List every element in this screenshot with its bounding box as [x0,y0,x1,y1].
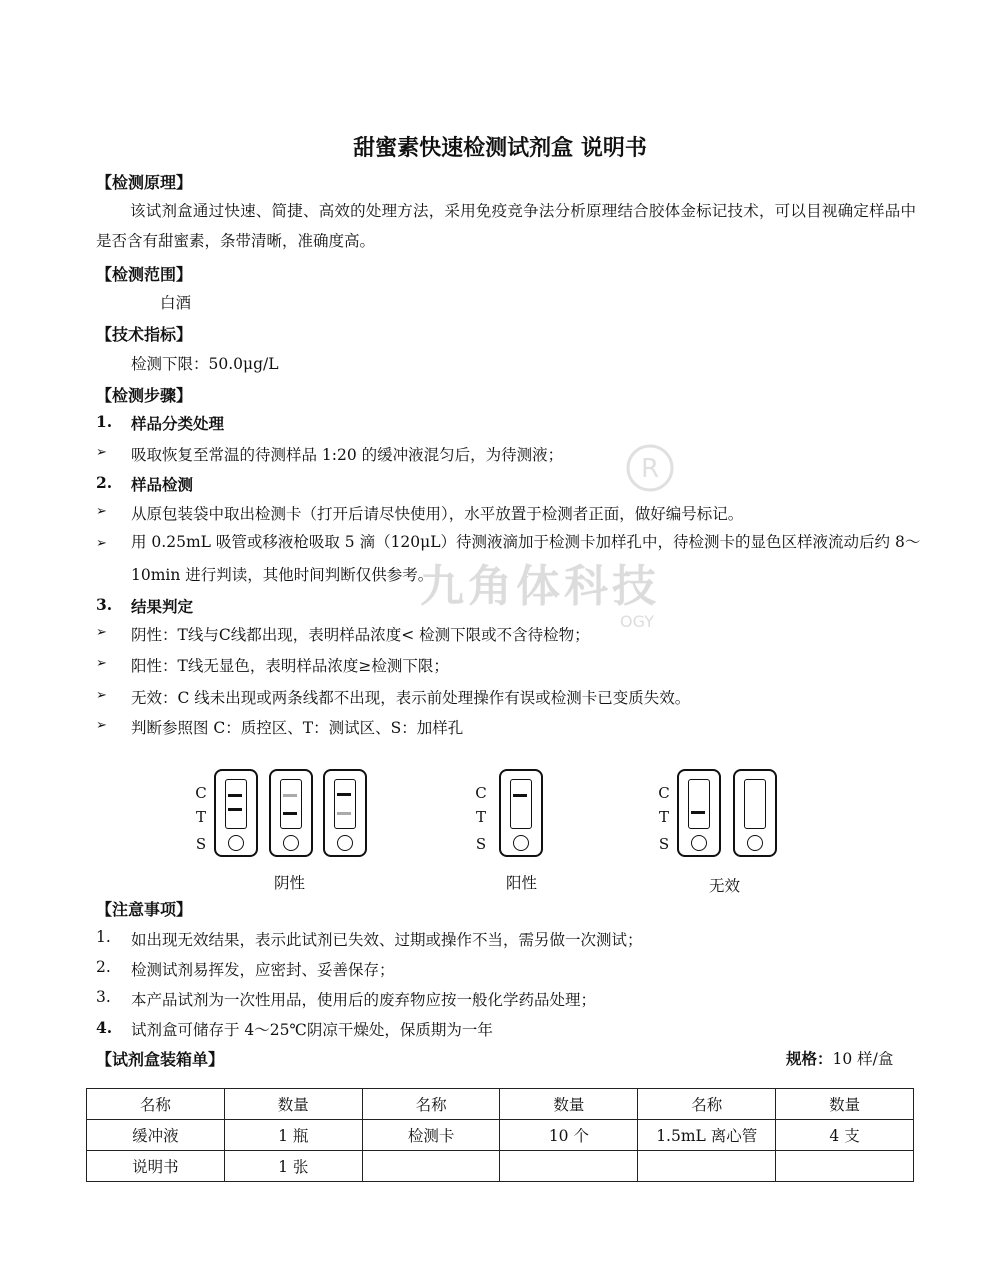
step3-item: 无效：C 线未出现或两条线都不出现，表示前处理操作有误或检测卡已变质失效。 [131,689,691,707]
result-window [744,779,766,829]
watermark-subtext: OGY [620,612,654,631]
table-row [87,1151,914,1182]
table-cell: 说明书 [87,1151,225,1182]
arrow-bullet-icon: ➢ [96,718,107,733]
step2-number: 2. [96,473,113,492]
result-window [280,779,302,829]
arrow-bullet-icon: ➢ [96,536,107,551]
c-line [513,794,527,797]
test-cassette [733,769,777,857]
table-cell: 检测卡 [362,1120,500,1151]
arrow-bullet-icon: ➢ [96,445,107,460]
test-cassette [499,769,543,857]
table-cell [500,1151,638,1182]
note-number: 1. [96,928,111,946]
step2-title: 样品检测 [131,476,194,494]
arrow-bullet-icon: ➢ [96,656,107,671]
result-window [334,779,356,829]
table-cell: 10 个 [500,1120,638,1151]
label-c: C [195,784,207,802]
table-header-cell: 名称 [87,1089,225,1120]
test-cassette [269,769,313,857]
spec-label: 规格： [786,1050,833,1068]
t-line [283,812,297,815]
table-header-row [87,1089,914,1120]
positive-label: 阳性 [506,874,538,892]
scope-heading: 【检测范围】 [96,265,193,284]
invalid-label: 无效 [709,877,741,895]
spec-value: 10 样/盒 [832,1050,894,1068]
table-cell: 缓冲液 [87,1120,225,1151]
specs-heading: 【技术指标】 [96,325,193,344]
result-window [510,779,532,829]
table-cell [776,1151,914,1182]
svg-text:R: R [640,454,660,484]
result-window [225,779,247,829]
table-header-cell: 名称 [362,1089,500,1120]
scope-text: 白酒 [160,294,192,312]
table-header-cell: 名称 [638,1089,776,1120]
label-c: C [475,784,487,802]
step1-number: 1. [96,412,113,431]
t-line [228,808,242,811]
label-s: S [195,835,207,853]
test-cassette [214,769,258,857]
result-window [688,779,710,829]
table-cell [638,1151,776,1182]
step3-item: 判断参照图 C：质控区、T：测试区、S：加样孔 [131,719,464,737]
table-cell: 1 瓶 [224,1120,362,1151]
arrow-bullet-icon: ➢ [96,688,107,703]
label-s: S [658,835,670,853]
c-line [337,793,351,796]
note-number: 4. [96,1018,113,1037]
page-title: 甜蜜素快速检测试剂盒 说明书 [353,136,647,161]
watermark-text: 九角体科技 [420,561,660,612]
table-header-cell: 数量 [500,1089,638,1120]
label-s: S [475,835,487,853]
note-item: 检测试剂易挥发，应密封、妥善保存； [131,961,395,979]
step1-title: 样品分类处理 [131,415,225,433]
arrow-bullet-icon: ➢ [96,625,107,640]
specs-text: 检测下限：50.0μg/L [131,355,279,373]
negative-label: 阴性 [274,874,306,892]
note-item: 试剂盒可储存于 4～25℃阴凉干燥处，保质期为一年 [131,1021,493,1039]
label-t: T [195,808,206,826]
sample-well [747,835,763,851]
step3-title: 结果判定 [131,598,194,616]
step3-number: 3. [96,595,113,614]
table-cell: 1 张 [224,1151,362,1182]
arrow-bullet-icon: ➢ [96,504,107,519]
table-row [87,1120,914,1151]
principle-text: 该试剂盒通过快速、简捷、高效的处理方法，采用免疫竞争法分析原理结合胶体金标记技术，可以目视确定样品中是否含有甜蜜素，条带清晰，准确度高。 [96,202,916,250]
principle-heading: 【检测原理】 [96,173,193,192]
label-t: T [658,808,669,826]
step2-item: 用 0.25mL 吸管或移液枪吸取 5 滴（120μL）待测液滴加于检测卡加样孔中，待检测卡的显色区样液流动后约 8～10min 进行判读，其他时间判断仅供参考。 [131,533,921,584]
sample-well [691,835,707,851]
table-header-cell: 数量 [776,1089,914,1120]
test-cassette [677,769,721,857]
step3-item: 阳性：T线无显色，表明样品浓度≥检测下限； [131,657,449,675]
sample-well [513,835,529,851]
packing-spec [786,1047,893,1069]
step1-item: 吸取恢复至常温的待测样品 1:20 的缓冲液混匀后，为待测液； [131,446,564,464]
label-t: T [475,808,486,826]
c-line [228,794,242,797]
test-cassette [323,769,367,857]
note-number: 2. [96,958,111,976]
sample-well [283,835,299,851]
note-number: 3. [96,988,111,1006]
label-c: C [658,784,670,802]
note-item: 如出现无效结果，表示此试剂已失效、过期或操作不当，需另做一次测试； [131,931,643,949]
c-line-faint [283,794,297,797]
steps-heading: 【检测步骤】 [96,386,193,405]
notes-heading: 【注意事项】 [96,900,193,919]
packing-heading: 【试剂盒装箱单】 [96,1050,225,1069]
sample-well [228,835,244,851]
table-cell: 4 支 [776,1120,914,1151]
table-cell [362,1151,500,1182]
t-line [691,811,705,814]
packing-table [86,1088,914,1182]
step3-item: 阴性：T线与C线都出现，表明样品浓度< 检测下限或不含待检物； [131,626,590,644]
note-item: 本产品试剂为一次性用品，使用后的废弃物应按一般化学药品处理； [131,991,597,1009]
step2-item: 从原包装袋中取出检测卡（打开后请尽快使用），水平放置于检测者正面，做好编号标记。 [131,505,744,523]
t-line-faint [337,812,351,815]
table-cell: 1.5mL 离心管 [638,1120,776,1151]
sample-well [337,835,353,851]
table-header-cell: 数量 [224,1089,362,1120]
